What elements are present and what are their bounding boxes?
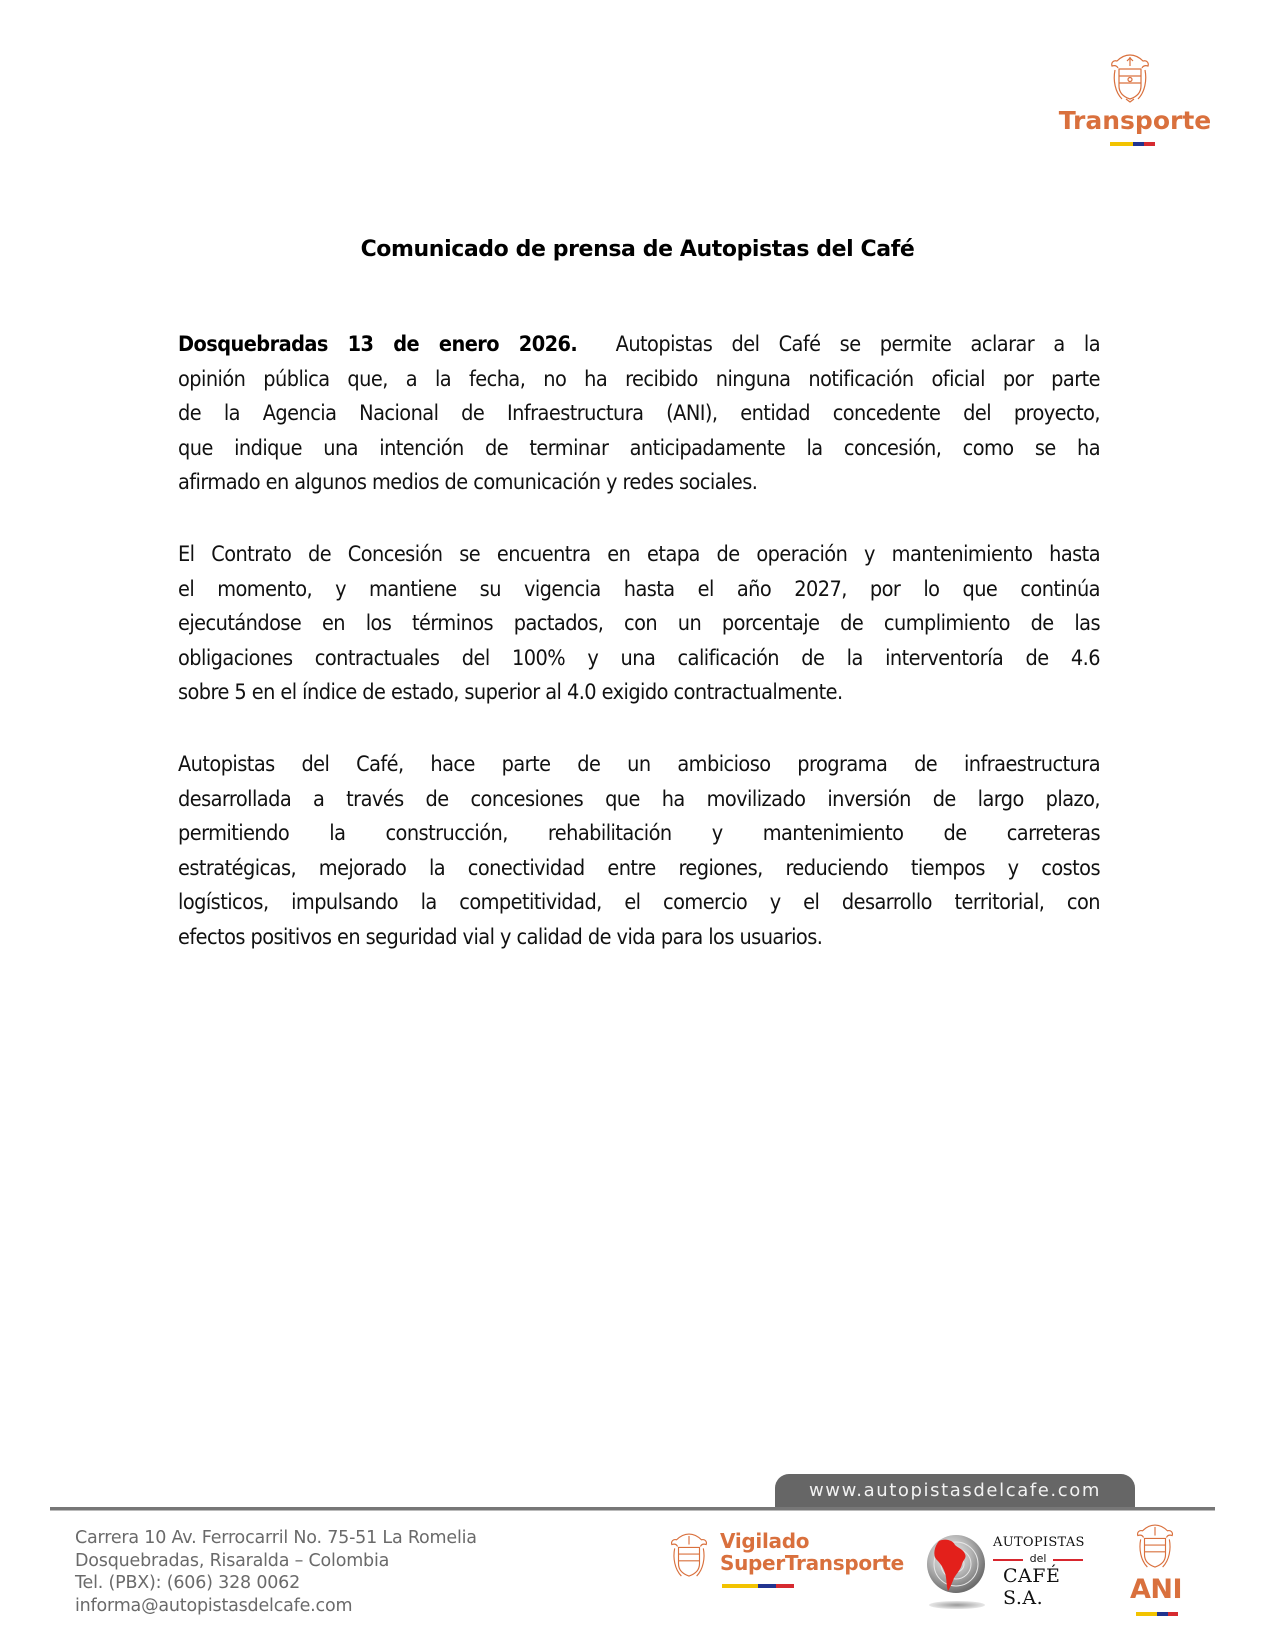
- ani-logo: [1128, 1522, 1188, 1622]
- colombia-flag-bar: [1136, 1612, 1178, 1616]
- paragraph-2: [178, 538, 1100, 711]
- ani-text: ANI: [1129, 1574, 1183, 1605]
- footer-divider: [50, 1507, 1215, 1511]
- vigilado-supertransporte-logo: [668, 1529, 904, 1610]
- autopistas-text: AUTOPISTAS: [993, 1535, 1085, 1550]
- footer-address: [75, 1527, 477, 1617]
- paragraph-line: permitiendo la construcción, rehabilitación y mantenimiento de carreteras: [178, 821, 1100, 846]
- paragraph-line: de la Agencia Nacional de Infraestructura (ANI), entidad concedente del proyecto,: [178, 401, 1100, 426]
- paragraph-text: Autopistas del Café se permite aclarar a la: [615, 332, 1100, 357]
- document-title: Comunicado de prensa de Autopistas del Café: [360, 237, 915, 262]
- supertransporte-text: SuperTransporte: [720, 1551, 904, 1575]
- transporte-logo: [1050, 48, 1220, 158]
- paragraph-line: ejecutándose en los términos pactados, con un porcentaje de cumplimiento de las: [178, 611, 1100, 636]
- del-text: del: [993, 1552, 1083, 1565]
- address-line: Carrera 10 Av. Ferrocarril No. 75-51 La Romelia: [75, 1528, 477, 1548]
- paragraph-line: logísticos, impulsando la competitividad, el comercio y el desarrollo territorial, con: [178, 890, 1100, 915]
- vigilado-text: Vigilado: [720, 1529, 810, 1553]
- transporte-logo-text: Transporte: [1058, 106, 1212, 135]
- website-link[interactable]: www.autopistasdelcafe.com: [775, 1474, 1135, 1508]
- paragraph-line: [178, 328, 1100, 363]
- dateline: Dosquebradas 13 de enero 2026.: [178, 332, 578, 357]
- globe-icon: [925, 1533, 987, 1595]
- paragraph-line: el momento, y mantiene su vigencia hasta el año 2027, por lo que continúa: [178, 576, 1100, 602]
- paragraph-line: desarrollada a través de concesiones que ha movilizado inversión de largo plazo,: [178, 786, 1100, 812]
- coat-of-arms-icon: [668, 1530, 710, 1582]
- colombia-flag-bar: [722, 1584, 794, 1588]
- globe-shadow: [929, 1601, 985, 1609]
- paragraph-1: [178, 328, 1100, 501]
- paragraph-line: opinión pública que, a la fecha, no ha recibido ninguna notificación oficial por parte: [178, 366, 1100, 392]
- cafe-sa-text: CAFÉ S.A.: [1003, 1565, 1061, 1609]
- paragraph-line: que indique una intención de terminar anticipadamente la concesión, como se ha: [178, 435, 1100, 461]
- paragraph-line: obligaciones contractuales del 100% y una calificación de la interventoría de 4.6: [178, 645, 1100, 671]
- paragraph-line: efectos positivos en seguridad vial y calidad de vida para los usuarios.: [178, 924, 823, 950]
- paragraph-line: estratégicas, mejorado la conectividad entre regiones, reduciendo tiempos y costos: [178, 855, 1100, 881]
- address-line: Dosquebradas, Risaralda – Colombia: [75, 1550, 390, 1571]
- autopistas-del-cafe-logo: [925, 1525, 1095, 1615]
- paragraph-line: sobre 5 en el índice de estado, superior al 4.0 exigido contractualmente.: [178, 680, 843, 705]
- paragraph-line: Autopistas del Café, hace parte de un ambicioso programa de infraestructura: [178, 752, 1100, 777]
- paragraph-line: El Contrato de Concesión se encuentra en etapa de operación y mantenimiento hasta: [178, 542, 1100, 567]
- coat-of-arms-icon: [1134, 1522, 1176, 1572]
- paragraph-3: [178, 748, 1100, 955]
- coat-of-arms-icon: [1108, 52, 1152, 104]
- paragraph-line: afirmado en algunos medios de comunicación y redes sociales.: [178, 470, 758, 495]
- colombia-flag-bar: [1110, 142, 1155, 146]
- phone-line: Tel. (PBX): (606) 328 0062: [75, 1573, 301, 1593]
- email-link[interactable]: informa@autopistasdelcafe.com: [75, 1595, 353, 1616]
